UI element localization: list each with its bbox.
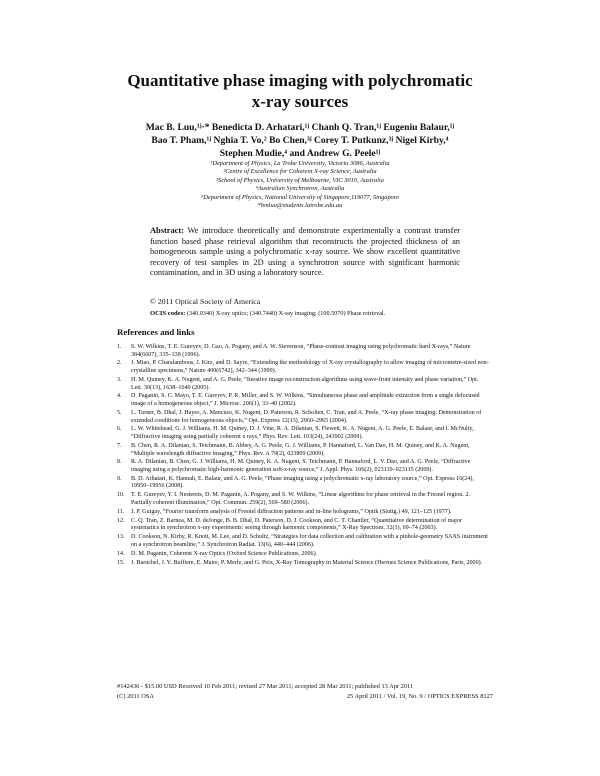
reference-text: B. D. Arhatari, K. Hannah, E. Balaur, and A. G. Peele, “Phase imaging using a polychromatic x-ray laboratory source,” Opt. Express 16(24), 19950–19956 (2008). bbox=[131, 475, 474, 490]
reference-item bbox=[117, 476, 490, 491]
reference-item bbox=[117, 410, 490, 425]
reference-number: 11. bbox=[117, 508, 125, 515]
footer-copyright: (C) 2011 OSA bbox=[117, 693, 155, 700]
reference-text: H. M. Quiney, K. A. Nugent, and A. G. Peele, “Iterative image reconstruction algorithms using wave-front intensity and phase variation,” Opt. Lett. 30(13), 1638–1640 (2005). bbox=[131, 376, 479, 391]
reference-number: 6. bbox=[117, 426, 122, 433]
reference-item bbox=[117, 443, 490, 458]
reference-item bbox=[117, 518, 490, 533]
reference-text: D. Paganin, S. C. Mayo, T. E. Gureyev, P. R. Miller, and S. W. Wilkins, “Simultaneous phase and amplitude extraction from a single defocused image of a homogeneous object,” J. Microsc. 206(1), 33–40 (2002). bbox=[131, 393, 480, 408]
ocis-text: (340.0340) X-ray optics; (340.7440) X-ray imaging; (100.5070) Phase retrieval. bbox=[186, 310, 386, 317]
reference-list bbox=[117, 344, 490, 568]
reference-number: 3. bbox=[117, 376, 122, 383]
footer-journal-info: 25 April 2011 / Vol. 19, No. 9 / OPTICS EXPRESS 8127 bbox=[346, 693, 493, 700]
reference-item bbox=[117, 459, 490, 474]
reference-number: 15. bbox=[117, 559, 125, 566]
reference-number: 13. bbox=[117, 534, 125, 541]
reference-number: 5. bbox=[117, 409, 122, 416]
reference-text: T. E. Gureyev, Y. I. Nesterets, D. M. Paganin, A. Pogany, and S. W. Wilkins, “Linear algorithms for phase retrieval in the Fresnel region. 2. Partially coherent illumination,” Opt. Commun. 259(2), 569–580 (2006). bbox=[131, 492, 470, 506]
paper-title bbox=[0, 70, 600, 112]
authors-line-3: Stephen Mudie,⁴ and Andrew G. Peele¹ʲ bbox=[219, 148, 381, 159]
reference-item bbox=[117, 393, 490, 408]
ocis-label: OCIS codes: bbox=[150, 310, 186, 317]
reference-item bbox=[117, 377, 490, 392]
affiliation-4: ⁴Australian Synchrotron, Australia bbox=[255, 185, 345, 193]
footer-publication-line bbox=[117, 693, 493, 701]
authors-line-1: Mac B. Luu,¹ʲ·* Benedicta D. Arhatari,¹ʲ Chanh Q. Tran,¹ʲ Eugeniu Balaur,¹ʲ bbox=[145, 122, 455, 133]
authors-line-2: Bao T. Pham,¹ʲ Nghia T. Vo,² Bo Chen,³ʲ Corey T. Putkunz,³ʲ Nigel Kirby,⁴ bbox=[151, 135, 449, 146]
reference-item bbox=[117, 534, 490, 549]
reference-number: 9. bbox=[117, 475, 122, 482]
reference-text: J. P. Guigay, “Fourier transform analysis of Fresnel diffraction patterns and in-line holograms,” Optik (Stuttg.) 49, 121–125 (1977). bbox=[131, 508, 452, 515]
reference-text: S. W. Wilkins, T. E. Gureyev, D. Gao, A. Pogany, and A. W. Stevenson, “Phase-contrast imaging using polychromatic hard X-rays,” Nature 384(6607), 335–338 (1996). bbox=[131, 344, 471, 358]
reference-text: C. Q. Tran, Z. Barnea, M. D. deJonge, B. B. Dhal, D. Paterson, D. J. Cookson, and C. T. Chantler, “Quantitative determination of major systematics in synchrotron x-ray experiments: seeing through harmonic components,” X-Ray Spectrom. 32(1), 69–74 (2003). bbox=[131, 517, 462, 532]
abstract-label: Abstract: bbox=[150, 226, 184, 235]
reference-text: D. Cookson, N. Kirby, R. Knott, M. Lee, and D. Schultz, “Strategies for data collection and calibration with a pinhole-geometry SAXS instrument on a synchrotron beamline,” J. Synchrotron Radiat. 13(6), 440–444 (2006). bbox=[131, 534, 488, 548]
title-line-2: x-ray sources bbox=[251, 92, 349, 111]
author-list bbox=[110, 121, 490, 160]
affiliation-3: ³School of Physics, University of Melbourne, VIC 3010, Australia bbox=[216, 176, 384, 184]
reference-text: J. Baruchel, J. Y. Buffiere, E. Maire, P. Merle, and G. Peix, X-Ray Tomography in Material Science (Hermes Science Publications, Paris, 2000). bbox=[131, 559, 483, 566]
reference-item bbox=[117, 509, 490, 517]
reference-text: J. Miao, P. Charalambous, J. Kirz, and D. Sayre, “Extending the methodology of X-ray crystallography to allow imaging of micrometre-sized non-crystalline specimens,” Nature 400(6742), 342–344 (1999). bbox=[131, 360, 489, 375]
references-heading: References and links bbox=[117, 327, 195, 337]
affiliations bbox=[110, 160, 490, 210]
reference-item bbox=[117, 344, 490, 359]
corresponding-email[interactable]: *bmluu@students.latrobe.edu.au bbox=[257, 202, 343, 210]
affiliation-2: ²Centre of Excellence for Coherent X-ray Science, Australia bbox=[223, 168, 377, 176]
abstract-text: We introduce theoretically and demonstrate experimentally a contrast transfer function based phase retrieval algorithm that reconstructs the projected thickness of an homogeneous sample using a polychromatic x-ray source. We show excellent quantitative recovery of test samples in 2D using a synchrotron source with significant harmonic contamination, and in 3D using a laboratory source. bbox=[150, 226, 460, 277]
reference-text: R. A. Dilanian, B. Chen, G. J. Williams, H. M. Quiney, K. A. Nugent, S. Teichmann, P. Hannaford, L. V. Dao, and A. G. Peele, “Diffractive imaging using a polychromatic high-harmonic generation soft-x-ray source,” J. Appl. Phys. 106(2), 023110–023115 (2009). bbox=[131, 459, 471, 473]
reference-number: 4. bbox=[117, 393, 122, 400]
reference-number: 7. bbox=[117, 442, 122, 449]
reference-number: 14. bbox=[117, 550, 125, 557]
reference-number: 2. bbox=[117, 360, 122, 367]
ocis-codes bbox=[150, 310, 470, 318]
footer-received-line: #142436 - $15.00 USD Received 10 Feb 2011; revised 27 Mar 2011; accepted 28 Mar 2011; published 13 Apr 2011 bbox=[117, 683, 414, 690]
reference-text: D. M. Paganin, Coherent X-ray Optics (Oxford Science Publications, 2006). bbox=[131, 550, 318, 557]
reference-item bbox=[117, 492, 490, 507]
reference-number: 1. bbox=[117, 344, 122, 350]
title-line-1: Quantitative phase imaging with polychromatic bbox=[127, 71, 473, 90]
reference-number: 8. bbox=[117, 459, 122, 466]
abstract bbox=[150, 226, 460, 279]
affiliation-5: ⁵Department of Physics, National University of Singapore,119077, Singapore bbox=[201, 193, 399, 201]
reference-text: L. W. Whitehead, G. J. Williams, H. M. Quiney, D. J. Vine, R. A. Dilanian, S. Flewett, K. A. Nugent, A. G. Peele, E. Balaur, and I. McNulty, “Diffractive imaging using partially coherent x rays,” Phys. Rev. Lett. 103(24), 243902 (2009). bbox=[131, 426, 474, 441]
copyright: © 2011 Optical Society of America bbox=[150, 297, 261, 306]
affiliation-1: ¹Department of Physics, La Trobe University, Victoria 3086, Australia bbox=[210, 160, 390, 167]
reference-item bbox=[117, 560, 490, 568]
reference-number: 10. bbox=[117, 492, 125, 499]
reference-item bbox=[117, 426, 490, 441]
reference-text: B. Chen, R. A. Dilanian, S. Teichmann, B. Abbey, A. G. Peele, G. J. Williams, P. Hannaford, L. Van Dao, H. M. Quiney, and K. A. Nugent, “Multiple wavelength diffractive imaging,” Phys. Rev. A 79(2), 023809 (2009). bbox=[131, 442, 470, 457]
reference-text: L. Turner, B. Dhal, J. Hayes, A. Mancuso, K. Nugent, D. Paterson, R. Scholten, C. Tran, and A. Peele, “X-ray phase imaging: Demonstration of extended conditions for homogeneous objects,” Opt. Express 12(13), 2960–2965 (2004). bbox=[131, 409, 482, 424]
reference-number: 12. bbox=[117, 517, 125, 524]
reference-item bbox=[117, 360, 490, 375]
reference-item bbox=[117, 551, 490, 559]
